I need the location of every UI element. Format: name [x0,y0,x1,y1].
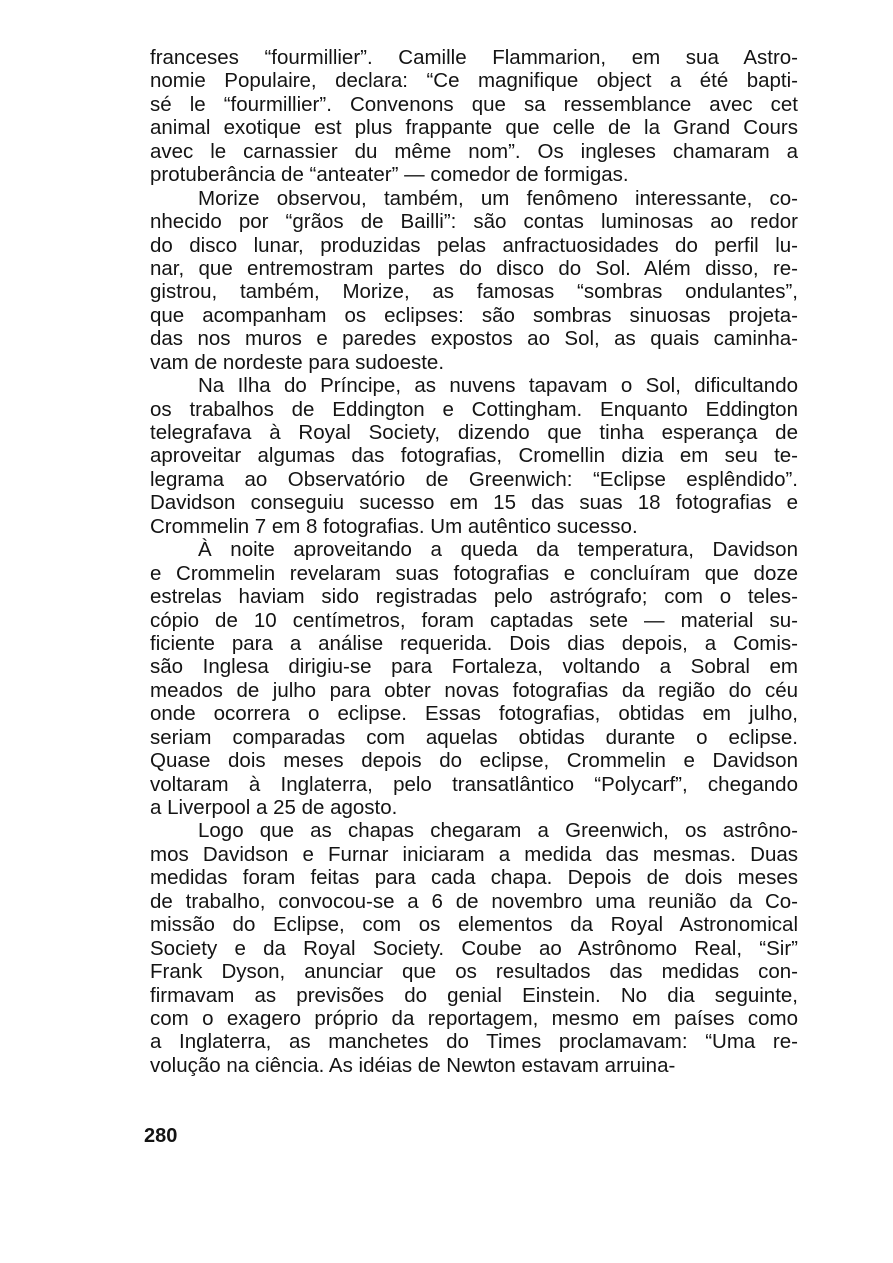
text-line: são Inglesa dirigiu-se para Fortaleza, voltando a Sobral em [150,655,798,679]
text-line: estrelas haviam sido registradas pelo astrógrafo; com o teles- [150,585,798,609]
text-line: vam de nordeste para sudoeste. [150,350,445,374]
paragraph [150,538,798,819]
text-line: os trabalhos de Eddington e Cottingham. Enquanto Eddington [150,397,798,421]
text-line: protuberância de “anteater” — comedor de formigas. [150,163,629,187]
text-line: Morize observou, também, um fenômeno interessante, co- [198,186,798,210]
text-line: Logo que as chapas chegaram a Greenwich, os astrôno- [198,819,798,843]
text-line: aproveitar algumas das fotografias, Cromellin dizia em seu te- [150,444,798,468]
text-line: nomie Populaire, declara: “Ce magnifique object a été bapti- [150,69,798,93]
text-line: mos Davidson e Furnar iniciaram a medida das mesmas. Duas [150,842,798,866]
text-line: com o exagero próprio da reportagem, mesmo em países como [150,1006,798,1030]
text-line: ficiente para a análise requerida. Dois dias depois, a Comis- [150,631,798,655]
text-line: Davidson conseguiu sucesso em 15 das suas 18 fotografias e [150,491,798,515]
text-line: e Crommelin revelaram suas fotografias e concluíram que doze [150,561,798,585]
text-line: avec le carnassier du même nom”. Os ingleses chamaram a [150,139,798,163]
body-text [150,46,798,1077]
text-line: Na Ilha do Príncipe, as nuvens tapavam o Sol, dificultando [198,374,798,398]
text-line: animal exotique est plus frappante que celle de la Grand Cours [150,116,798,140]
text-line: legrama ao Observatório de Greenwich: “Eclipse esplêndido”. [150,467,798,491]
text-line: Quase dois meses depois do eclipse, Crommelin e Davidson [150,749,798,773]
text-line: À noite aproveitando a queda da temperatura, Davidson [198,538,798,562]
text-line: nar, que entremostram partes do disco do Sol. Além disso, re- [150,256,798,280]
paragraph [150,46,798,187]
paragraph [150,187,798,375]
text-line: Frank Dyson, anunciar que os resultados das medidas con- [150,960,798,984]
text-line: a Inglaterra, as manchetes do Times proclamavam: “Uma re- [150,1030,798,1054]
text-line: sé le “fourmillier”. Convenons que sa ressemblance avec cet [150,92,798,116]
text-line: missão do Eclipse, com os elementos da Royal Astronomical [150,913,798,937]
text-line: seriam comparadas com aquelas obtidas durante o eclipse. [150,725,798,749]
text-line: Society e da Royal Society. Coube ao Astrônomo Real, “Sir” [150,936,798,960]
text-line: Crommelin 7 em 8 fotografias. Um autêntico sucesso. [150,514,638,538]
text-line: franceses “fourmillier”. Camille Flammarion, em sua Astro- [150,46,798,69]
text-line: das nos muros e paredes expostos ao Sol, as quais caminha- [150,327,798,351]
text-line: telegrafava à Royal Society, dizendo que tinha esperança de [150,421,798,444]
paragraph [150,819,798,1077]
paragraph [150,374,798,538]
text-line: meados de julho para obter novas fotografias da região do céu [150,678,798,702]
text-line: medidas foram feitas para cada chapa. Depois de dois meses [150,866,798,890]
text-line: do disco lunar, produzidas pelas anfractuosidades do perfil lu- [150,233,798,257]
page-number: 280 [144,1125,178,1147]
text-line: onde ocorrera o eclipse. Essas fotografias, obtidas em julho, [150,702,798,726]
text-line: firmavam as previsões do genial Einstein. No dia seguinte, [150,983,798,1007]
text-line: cópio de 10 centímetros, foram captadas sete — material su- [150,608,798,632]
text-line: a Liverpool a 25 de agosto. [150,796,398,819]
text-line: nhecido por “grãos de Bailli”: são contas luminosas ao redor [150,210,798,234]
text-line: voltaram à Inglaterra, pelo transatlântico “Polycarf”, chegando [150,772,798,796]
text-line: gistrou, também, Morize, as famosas “sombras ondulantes”, [150,280,798,304]
text-line: volução na ciência. As idéias de Newton estavam arruina- [150,1053,676,1077]
text-line: de trabalho, convocou-se a 6 de novembro uma reunião da Co- [150,889,798,913]
text-line: que acompanham os eclipses: são sombras sinuosas projeta- [150,303,798,327]
